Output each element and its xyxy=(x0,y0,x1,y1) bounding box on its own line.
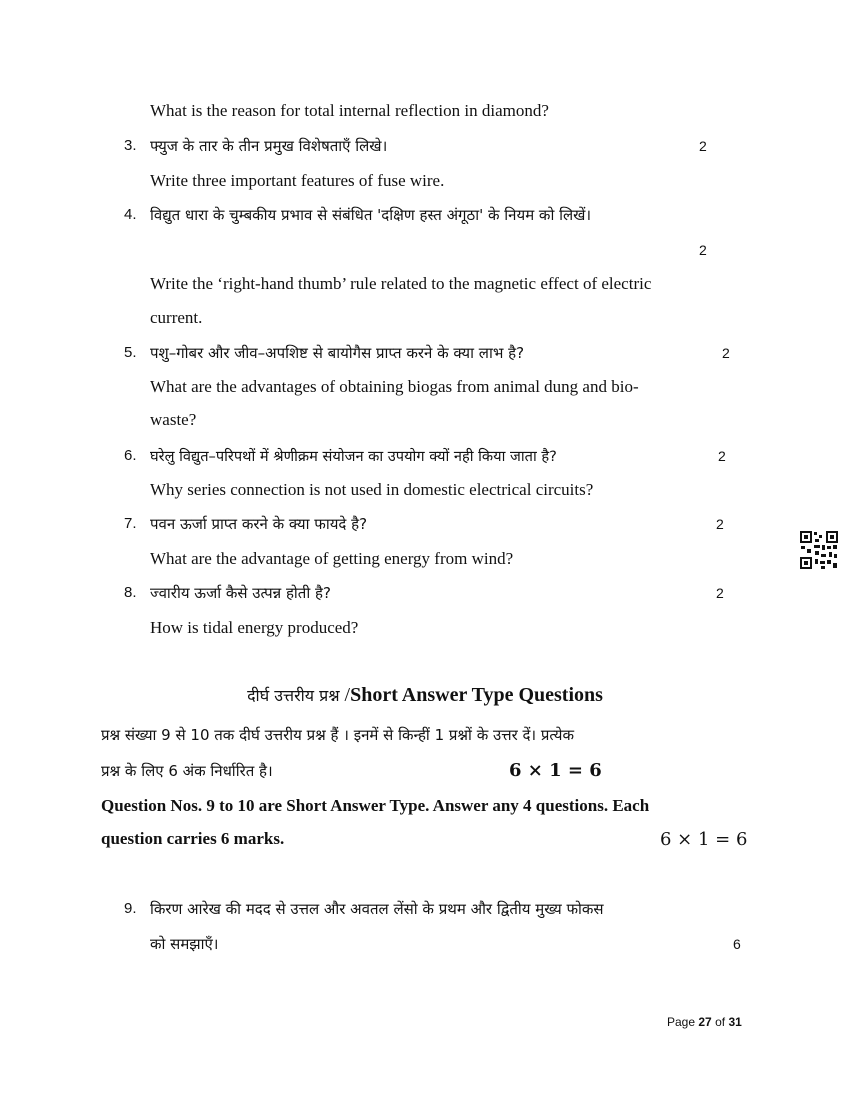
question-hindi-text: घरेलु विद्युत–परिपथों में श्रेणीक्रम संयोजन का उपयोग क्यों नही किया जाता है? xyxy=(150,448,557,465)
question-marks: 2 xyxy=(699,242,707,258)
page-label: Page xyxy=(667,1015,696,1029)
page-number xyxy=(667,1015,742,1029)
page-current: 27 xyxy=(698,1015,712,1029)
instructions-english-line2: question carries 6 marks. xyxy=(101,829,285,848)
question-2-english-text: What is the reason for total internal reflection in diamond? xyxy=(150,101,549,120)
instructions-hindi-line1: प्रश्न संख्या 9 से 10 तक दीर्घ उत्तरीय प्रश्न हैं । इनमें से किन्हीं 1 प्रश्नों के उत्तर दें। प्रत्येक xyxy=(101,726,574,744)
question-english-text: How is tidal energy produced? xyxy=(150,618,359,637)
question-marks: 2 xyxy=(718,448,726,464)
section-heading-separator: / xyxy=(339,684,351,706)
question-english-text-line1: What are the advantages of obtaining biogas from animal dung and bio- xyxy=(150,377,639,396)
marks-formula-english: 6 × 1 = 6 xyxy=(660,829,748,850)
question-marks: 2 xyxy=(722,345,730,361)
question-english-text: What are the advantage of getting energy from wind? xyxy=(150,549,514,568)
section-heading-hindi: दीर्घ उत्तरीय प्रश्न xyxy=(247,686,340,705)
question-english-text-line2: current. xyxy=(150,308,203,327)
question-marks: 2 xyxy=(699,138,707,154)
instructions-hindi-line2: प्रश्न के लिए 6 अंक निर्धारित है। xyxy=(101,762,273,780)
question-hindi-text-line1: किरण आरेख की मदद से उत्तल और अवतल लेंसो के प्रथम और द्वितीय मुख्य फोकस xyxy=(150,900,604,918)
question-number: 3. xyxy=(124,137,137,154)
section-heading xyxy=(0,684,850,707)
question-hindi-text-line2: को समझाएँ। xyxy=(150,935,219,953)
question-english-text: Write three important features of fuse wire. xyxy=(150,171,445,190)
question-marks: 2 xyxy=(716,516,724,532)
question-number: 9. xyxy=(124,900,137,917)
section-heading-english: Short Answer Type Questions xyxy=(350,684,603,706)
question-english-text: Why series connection is not used in domestic electrical circuits? xyxy=(150,480,594,499)
question-hindi-text: पशु–गोबर और जीव–अपशिष्ट से बायोगैस प्राप्त करने के क्या लाभ है? xyxy=(150,344,525,362)
question-number: 7. xyxy=(124,515,137,532)
instructions-english-line1: Question Nos. 9 to 10 are Short Answer Type. Answer any 4 questions. Each xyxy=(101,796,650,815)
page-of-label: of xyxy=(715,1015,726,1029)
question-marks: 2 xyxy=(716,585,724,601)
question-marks: 6 xyxy=(733,936,741,952)
question-hindi-text: पवन ऊर्जा प्राप्त करने के क्या फायदे है? xyxy=(150,515,368,533)
question-english-text-line2: waste? xyxy=(150,410,197,429)
page-total: 31 xyxy=(728,1015,742,1029)
qr-code-icon xyxy=(799,530,839,570)
question-number: 6. xyxy=(124,447,137,464)
question-number: 8. xyxy=(124,584,137,601)
marks-formula-hindi: 6 × 1 = 6 xyxy=(509,760,602,781)
question-number: 4. xyxy=(124,206,137,223)
question-hindi-text: विद्युत धारा के चुम्बकीय प्रभाव से संबंधित 'दक्षिण हस्त अंगूठा' के नियम को लिखें। xyxy=(150,206,592,224)
question-english-text-line1: Write the ‘right-hand thumb’ rule related to the magnetic effect of electric xyxy=(150,274,652,293)
question-hindi-text: फ्युज के तार के तीन प्रमुख विशेषताएँ लिखे। xyxy=(150,137,388,155)
question-number: 5. xyxy=(124,344,137,361)
question-hindi-text: ज्वारीय ऊर्जा कैसे उत्पन्न होती है? xyxy=(150,584,331,602)
